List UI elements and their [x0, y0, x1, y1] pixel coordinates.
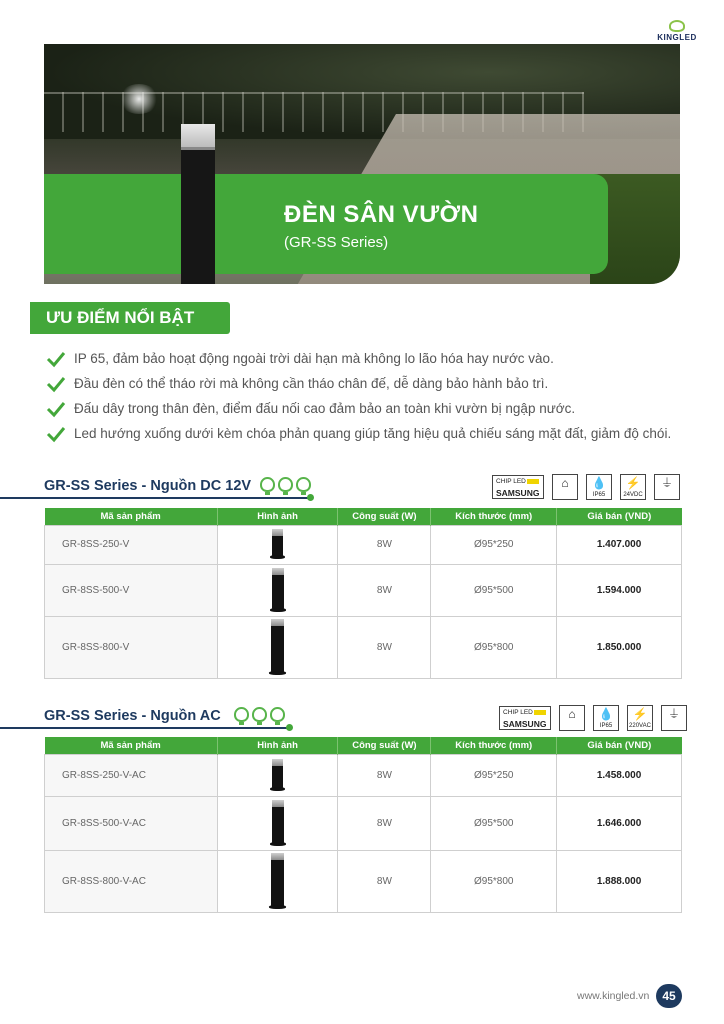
- advantage-text: Đấu dây trong thân đèn, điểm đấu nối cao đảm bảo an toàn khi vườn bị ngập nước.: [74, 401, 576, 416]
- product-table-dc: [44, 508, 682, 679]
- series-underline: [0, 727, 288, 729]
- table-row: [45, 850, 682, 912]
- product-power: 8W: [338, 754, 431, 796]
- product-power: 8W: [338, 616, 431, 678]
- chip-led-label: CHIP LED: [496, 478, 526, 485]
- advantages-list: [46, 350, 686, 450]
- series-underline: [0, 497, 310, 499]
- product-image-cell: [217, 754, 338, 796]
- column-header: Công suất (W): [338, 737, 431, 754]
- kingled-logo: [652, 20, 702, 44]
- indoor-outdoor-icon: ⌂: [552, 474, 578, 500]
- product-size: Ø95*800: [431, 850, 557, 912]
- ip-rating-label: IP65: [592, 492, 606, 498]
- column-header: Mã sản phẩm: [45, 737, 218, 754]
- product-power: 8W: [338, 796, 431, 850]
- product-price: 1.850.000: [557, 616, 682, 678]
- product-price: 1.646.000: [557, 796, 682, 850]
- page-subtitle: (GR-SS Series): [284, 234, 389, 251]
- checkmark-icon: [46, 425, 66, 443]
- chip-led-bar: [527, 479, 539, 484]
- column-header: Công suất (W): [338, 508, 431, 525]
- ground-icon: ⏚: [661, 705, 687, 731]
- product-image-cell: [217, 564, 338, 616]
- product-code: GR-8SS-500-V: [45, 564, 218, 616]
- voltage-label: 24VDC: [623, 492, 643, 498]
- bulb-rating: [234, 707, 285, 722]
- ip-rating-label: IP65: [599, 723, 613, 729]
- list-item: [46, 425, 686, 443]
- bulb-icon: [252, 707, 267, 722]
- product-image-cell: [217, 616, 338, 678]
- advantage-text: IP 65, đảm bảo hoạt động ngoài trời dài hạn mà không lo lão hóa hay nước vào.: [74, 351, 554, 366]
- product-power: 8W: [338, 564, 431, 616]
- product-image: [272, 800, 284, 844]
- list-item: [46, 375, 686, 393]
- product-size: Ø95*500: [431, 564, 557, 616]
- ip-rating-icon: 💧 IP65: [586, 474, 612, 500]
- voltage-icon: ⚡ 220VAC: [627, 705, 653, 731]
- chip-led-bar: [534, 710, 546, 715]
- product-size: Ø95*250: [431, 754, 557, 796]
- advantage-text: Đầu đèn có thể tháo rời mà không cần tháo chân đế, dễ dàng bảo hành bảo trì.: [74, 376, 549, 391]
- samsung-label: SAMSUNG: [503, 719, 547, 729]
- product-price: 1.888.000: [557, 850, 682, 912]
- product-code: GR-8SS-800-V: [45, 616, 218, 678]
- bulb-rating: [260, 477, 311, 492]
- chip-led-label: CHIP LED: [503, 709, 533, 716]
- product-power: 8W: [338, 525, 431, 564]
- advantages-heading: ƯU ĐIỂM NỔI BẬT: [30, 302, 230, 334]
- page-title: ĐÈN SÂN VƯỜN: [284, 201, 479, 228]
- list-item: [46, 350, 686, 368]
- column-header: Hình ảnh: [217, 508, 338, 525]
- footer-website: www.kingled.vn: [577, 990, 650, 1002]
- table-row: [45, 564, 682, 616]
- table-header-row: [45, 508, 682, 525]
- series-dc-title: GR-SS Series - Nguồn DC 12V: [44, 478, 252, 494]
- product-image: [272, 529, 283, 557]
- column-header: Giá bán (VND): [557, 737, 682, 754]
- product-code: GR-8SS-800-V-AC: [45, 850, 218, 912]
- advantage-text: Led hướng xuống dưới kèm chóa phản quang giúp tăng hiệu quả chiếu sáng mặt đất, giảm độ chói.: [74, 426, 672, 441]
- product-image-cell: [217, 525, 338, 564]
- column-header: Mã sản phẩm: [45, 508, 218, 525]
- chip-led-samsung-badge: [499, 706, 551, 730]
- table-row: [45, 525, 682, 564]
- product-size: Ø95*500: [431, 796, 557, 850]
- bulb-icon: [278, 477, 293, 492]
- chip-led-samsung-badge: [492, 475, 544, 499]
- table-row: [45, 754, 682, 796]
- product-price: 1.407.000: [557, 525, 682, 564]
- table-header-row: [45, 737, 682, 754]
- product-image: [271, 853, 284, 907]
- product-power: 8W: [338, 850, 431, 912]
- column-header: Hình ảnh: [217, 737, 338, 754]
- product-size: Ø95*250: [431, 525, 557, 564]
- hero-product-lamp-head: [181, 124, 215, 150]
- ground-icon: ⏚: [654, 474, 680, 500]
- product-price: 1.458.000: [557, 754, 682, 796]
- voltage-label: 220VAC: [629, 723, 651, 729]
- hero-lamp-glow: [119, 84, 159, 114]
- series-ac-title: GR-SS Series - Nguồn AC: [44, 708, 221, 724]
- table-row: [45, 796, 682, 850]
- product-code: GR-8SS-250-V-AC: [45, 754, 218, 796]
- product-table-ac: [44, 737, 682, 913]
- ip-rating-icon: 💧 IP65: [593, 705, 619, 731]
- product-image: [271, 619, 284, 673]
- product-size: Ø95*800: [431, 616, 557, 678]
- voltage-icon: ⚡ 24VDC: [620, 474, 646, 500]
- bulb-icon: [270, 707, 285, 722]
- product-code: GR-8SS-500-V-AC: [45, 796, 218, 850]
- bulb-icon: [234, 707, 249, 722]
- checkmark-icon: [46, 375, 66, 393]
- bulb-icon: [296, 477, 311, 492]
- logo-text: KINGLED: [657, 33, 697, 42]
- product-code: GR-8SS-250-V: [45, 525, 218, 564]
- page-number: 45: [656, 984, 682, 1008]
- product-image: [272, 759, 283, 789]
- series-underline-dot: [286, 724, 293, 731]
- product-image-cell: [217, 850, 338, 912]
- hero-banner: [44, 44, 680, 284]
- series-underline-dot: [307, 494, 314, 501]
- cert-icons: [499, 705, 687, 731]
- table-row: [45, 616, 682, 678]
- cert-icons: [492, 474, 680, 500]
- column-header: Kích thước (mm): [431, 737, 557, 754]
- logo-mark-icon: [669, 20, 685, 32]
- product-image-cell: [217, 796, 338, 850]
- indoor-outdoor-icon: ⌂: [559, 705, 585, 731]
- product-image: [272, 568, 284, 610]
- bulb-icon: [260, 477, 275, 492]
- checkmark-icon: [46, 400, 66, 418]
- column-header: Giá bán (VND): [557, 508, 682, 525]
- checkmark-icon: [46, 350, 66, 368]
- samsung-label: SAMSUNG: [496, 488, 540, 498]
- product-price: 1.594.000: [557, 564, 682, 616]
- list-item: [46, 400, 686, 418]
- column-header: Kích thước (mm): [431, 508, 557, 525]
